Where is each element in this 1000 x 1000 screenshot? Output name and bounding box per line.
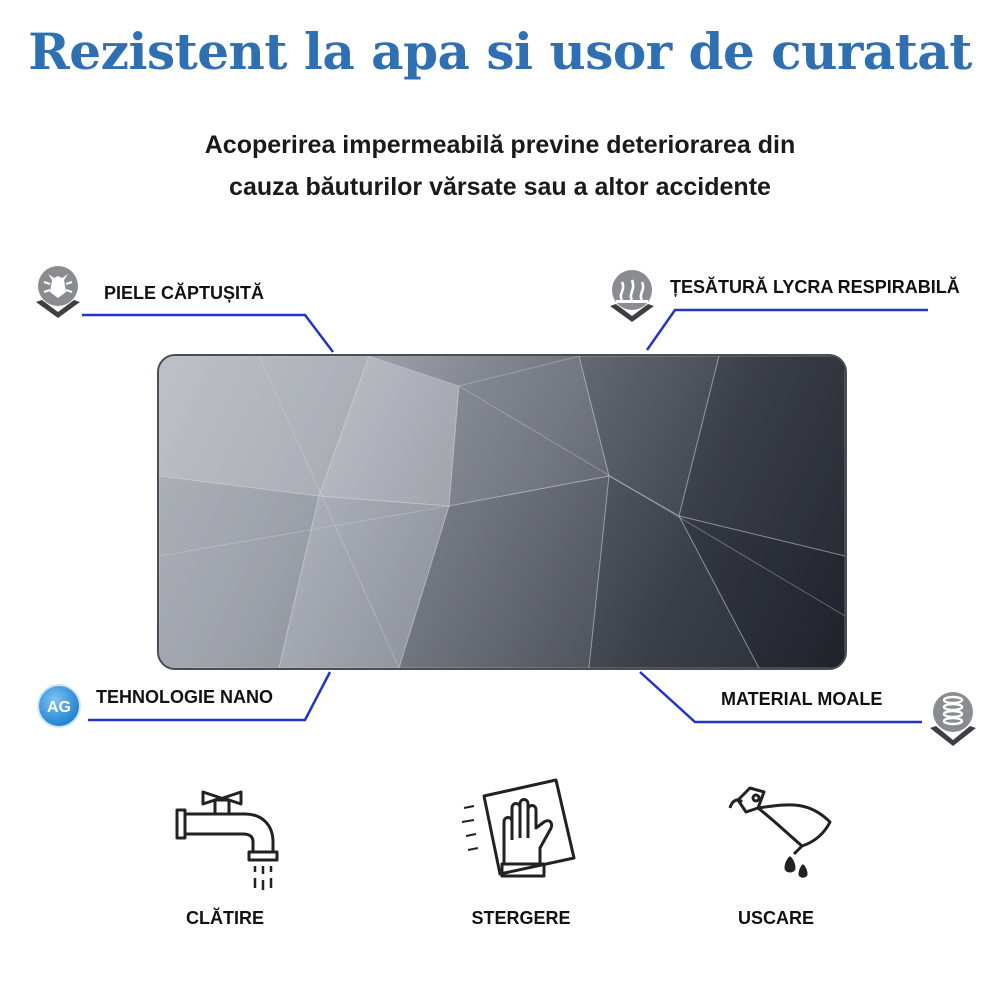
ag-nano-icon — [36, 683, 82, 733]
step-label-wipe: STERGERE — [471, 908, 571, 928]
feature-label-leather: PIELE CĂPTUȘITĂ — [104, 283, 265, 303]
connector-top-left — [82, 315, 333, 352]
connector-top-right — [647, 310, 928, 350]
spring-icon — [924, 688, 982, 752]
feature-label-nano: TEHNOLOGIE NANO — [96, 687, 274, 707]
step-label-rinse: CLĂTIRE — [186, 908, 264, 928]
subtitle-line-2: cauza băuturilor vărsate sau a altor accidente — [229, 173, 771, 201]
leather-icon — [30, 262, 86, 324]
wipe-cloth-hand-icon — [460, 778, 576, 886]
faucet-icon — [175, 788, 285, 896]
feature-label-soft: MATERIAL MOALE — [721, 689, 883, 709]
ag-icon-text: AG — [47, 699, 71, 716]
step-label-dry: USCARE — [737, 908, 814, 928]
breathable-fabric-icon — [604, 266, 660, 328]
page-title: Rezistent la apa si usor de curatat — [28, 22, 972, 81]
spray-bottle-icon — [728, 778, 834, 886]
subtitle-line-1: Acoperirea impermeabilă previne deteriorarea din — [204, 131, 796, 159]
feature-label-lycra: ȚESĂTURĂ LYCRA RESPIRABILĂ — [670, 277, 960, 297]
mouse-pad-image — [157, 354, 847, 670]
